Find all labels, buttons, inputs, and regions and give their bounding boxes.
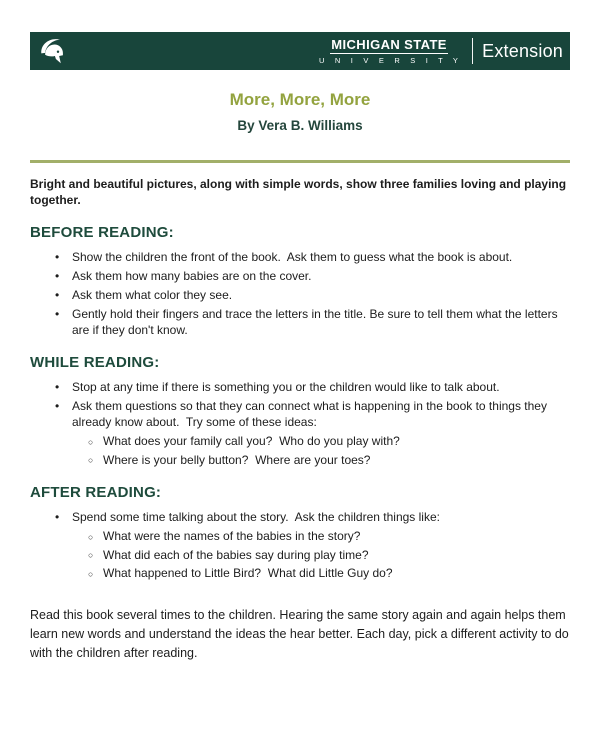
sub-bullet-marker: ○ [88,531,94,542]
sub-bullet-text: What happened to Little Bird? What did Little Guy do? [103,566,393,580]
sub-bullet-marker: ○ [88,455,94,465]
reading-section [30,354,570,468]
section-heading: BEFORE READING: [30,224,174,241]
bullet-list [30,379,570,468]
reading-section [30,224,570,338]
bullet-marker: • [55,380,60,394]
bullet-marker: • [55,250,60,264]
section-heading: AFTER READING: [30,484,162,501]
closing-paragraph: Read this book several times to the children. Hearing the same story again and again helps them learn new words and understand the ideas the hear better. Each day, pick a different activity to do with the children after reading. [30,607,573,660]
bullet-item [55,398,570,430]
section-heading: WHILE READING: [30,354,160,371]
sections [30,224,570,582]
bullet-item [55,509,570,525]
sub-bullet-text: What did each of the babies say during play time? [103,547,369,562]
bullet-text: Ask them how many babies are on the cover. [72,269,312,283]
reading-section [30,484,570,582]
sub-bullet-item [88,565,570,582]
sub-bullet-text: Where is your belly button? Where are your toes? [103,452,371,467]
sub-bullet-marker: ○ [88,550,94,560]
intro-text: Bright and beautiful pictures, along with simple words, show three families loving and playing together. [30,177,570,207]
sub-bullet-item [88,528,570,545]
bullet-text: Spend some time talking about the story. Ask the children things like: [72,510,440,524]
extension-label: Extension [482,40,563,61]
divider-rule [30,160,570,163]
sub-bullet-item [88,452,570,469]
spartan-helmet-icon [39,32,69,70]
bullet-item [55,249,570,265]
page-title: More, More, More [229,90,371,109]
bullet-marker: • [55,399,60,413]
msu-wordmark-line2: U N I V E R S I T Y [318,55,463,65]
bullet-text: Gently hold their fingers and trace the letters in the title. Be sure to tell them what the letters are if they don't know. [72,307,561,337]
bullet-marker: • [55,307,60,321]
bullet-marker: • [55,510,60,524]
msu-wordmark-stack [316,38,462,64]
bullet-text: Show the children the front of the book. Ask them to guess what the book is about. [72,250,513,264]
wordmark-divider [472,38,473,64]
bullet-text: Ask them what color they see. [72,288,233,302]
sub-bullet-item [88,433,570,450]
msu-wordmark [316,38,563,64]
sub-bullet-text: What does your family call you? Who do you play with? [103,434,400,448]
bullet-item [55,379,570,395]
bullet-text: Ask them questions so that they can connect what is happening in the book to things they already know about. Try some of these ideas: [72,399,551,429]
bullet-item [55,287,570,303]
msu-header-bar [30,32,570,70]
bullet-list [30,509,570,582]
bullet-item [55,268,570,284]
sub-bullet-text: What were the names of the babies in the story? [103,529,361,543]
msu-wordmark-line1: MICHIGAN STATE [331,37,447,52]
page-byline: By Vera B. Williams [237,118,363,133]
document-page [0,32,600,751]
bullet-marker: • [55,269,60,283]
sub-bullet-marker: ○ [88,568,94,579]
sub-bullet-item [88,547,570,564]
bullet-item [55,306,570,338]
bullet-text: Stop at any time if there is something you or the children would like to talk about. [72,380,500,394]
bullet-list [30,249,570,338]
sub-bullet-marker: ○ [88,436,94,447]
bullet-marker: • [55,288,60,302]
